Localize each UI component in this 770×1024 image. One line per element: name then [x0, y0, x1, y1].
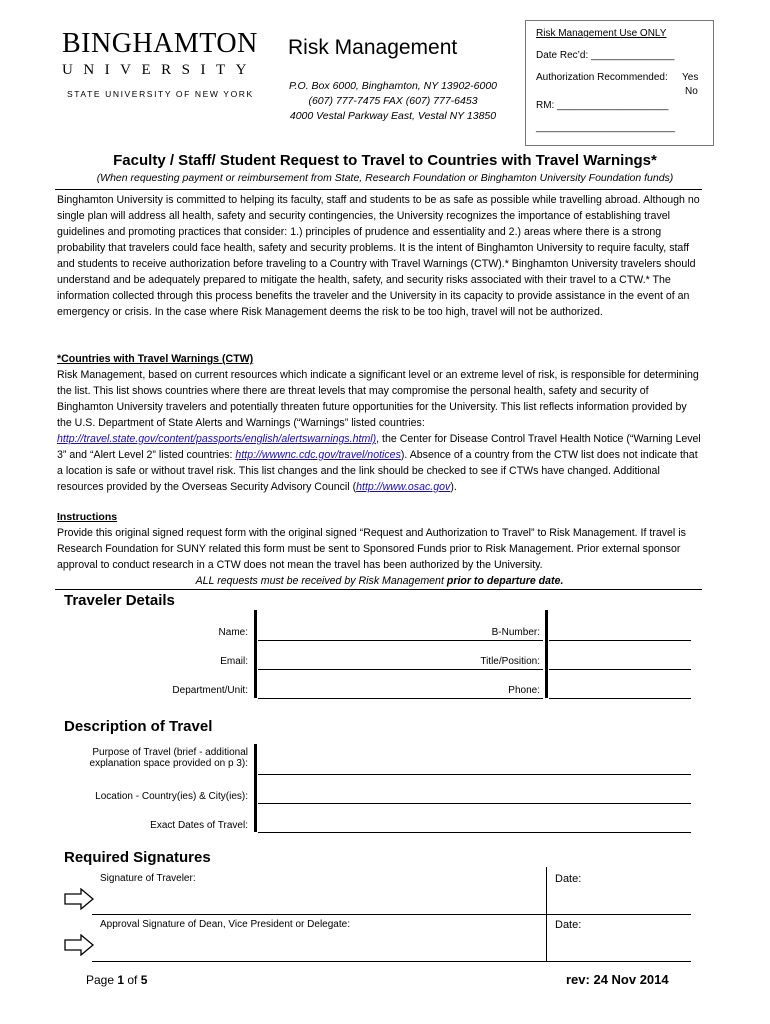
column-divider [545, 610, 548, 698]
revision-date: rev: 24 Nov 2014 [566, 972, 669, 987]
purpose-label [60, 747, 248, 769]
name-label: Name: [218, 627, 248, 638]
purpose-label-line-2: explanation space provided on p 3): [89, 758, 248, 769]
page-indicator [86, 973, 147, 987]
authorization-yes[interactable]: Yes [682, 72, 699, 83]
of-word: of [124, 973, 141, 987]
page-title: Risk Management [288, 36, 458, 59]
dates-input[interactable] [258, 832, 691, 833]
date-label-1: Date: [555, 873, 582, 885]
ctw-paragraph [57, 367, 702, 495]
logo-university: UNIVERSITY [62, 62, 257, 78]
bnumber-label: B-Number: [491, 627, 540, 638]
department-label: Department/Unit: [172, 685, 248, 696]
form-subtitle: (When requesting payment or reimbursement from State, Research Foundation or Binghamton University Foundation funds) [96, 172, 674, 184]
date-label-2: Date: [555, 919, 582, 931]
intro-paragraph: Binghamton University is committed to helping its faculty, staff and students to be as safe as possible while travelling abroad. Although no single plan will address all health, safety and security contingencies, the University recognizes the importance of establishing travel guidelines and promoting practices that consider: 1.) principles of prudence and essentiality and 2.) areas where there is a strong probability that travelers could face health, safety and security problems. It is the intent of Binghamton University to require faculty, staff and students to receive authorization before traveling to a Country with Travel Warnings (CTW).* Binghamton University travelers should understand and be adequately prepared to mitigate the health, safety, and security risks associated with their travel to a CTW.* The information collected through this process benefits the traveler and the University in its capacity to provide assistance in the event of an emergency or crisis. In the case where Risk Management deems the risk to be too high, travel will not be authorized. [57, 194, 700, 318]
divider [55, 189, 702, 190]
email-input[interactable] [258, 669, 543, 670]
ctw-text-3: ). Absence of a country from the CTW list does not indicate that a location is safe or without travel risk. This list changes and the link should be checked to see if CTWs have changed. Additional resources provided by the Overseas Security Advisory Council ( [57, 449, 698, 493]
email-label: Email: [220, 656, 248, 667]
ctw-text-4: ). [450, 481, 457, 493]
instructions-note [57, 573, 702, 589]
signature-line[interactable]: _________________________ [536, 122, 676, 133]
address-line-2: (607) 777-7475 FAX (607) 777-6453 [308, 95, 478, 107]
state-dept-link[interactable]: http://travel.state.gov/content/passports/english/alertswarnings.html) [57, 433, 377, 445]
column-divider [254, 744, 257, 832]
title-position-input[interactable] [549, 669, 691, 670]
date-received-field[interactable]: Date Rec’d: _______________ [536, 50, 675, 61]
page-total: 5 [140, 973, 148, 987]
phone-input[interactable] [549, 698, 691, 699]
cdc-link[interactable]: http://wwwnc.cdc.gov/travel/notices [235, 449, 401, 461]
ctw-text-1: Risk Management, based on current resources which indicate a significant level or an extreme level of risk, is responsible for determining the list. This list shows countries where there are threat levels that may compromise the personal health, safety and security of Binghamton University travelers and potentially threaten future opportunities for the University. This list reflects information provided by the U.S. Department of State Alerts and Warnings (“Warnings” listed countries: [57, 369, 699, 429]
location-input[interactable] [258, 803, 691, 804]
ctw-heading: *Countries with Travel Warnings (CTW) [57, 353, 254, 365]
purpose-input[interactable] [258, 774, 691, 775]
note-emphasis: prior to departure date. [446, 575, 564, 587]
osac-link[interactable]: http://www.osac.gov [356, 481, 451, 493]
instructions-text: Provide this original signed request form with the original signed “Request and Authorization to Travel” to Risk Management. If travel is Research Foundation for SUNY related this form must be sent to Sponsored Funds prior to Risk Management. Prior external sponsor approval to conduct research in a CTW does not mean the travel has been authorized by the University. [57, 527, 686, 571]
signatures-heading: Required Signatures [64, 849, 211, 866]
logo-wordmark: BINGHAMTON [62, 28, 258, 59]
rm-field[interactable]: RM: ____________________ [536, 100, 669, 111]
approval-signature-label: Approval Signature of Dean, Vice President or Delegate: [100, 919, 350, 930]
authorization-label: Authorization Recommended: [536, 72, 668, 83]
arrow-right-icon [64, 934, 94, 956]
office-use-heading: Risk Management Use ONLY [536, 28, 667, 39]
location-label: Location - Country(ies) & City(ies): [95, 791, 248, 802]
ctw-text-2: , the Center for Disease Control Travel Health Notice (“Warning Level 3” and “Alert Level 2” listed countries: [57, 433, 701, 461]
description-heading: Description of Travel [64, 718, 213, 735]
column-divider [254, 610, 257, 698]
dates-label: Exact Dates of Travel: [150, 820, 248, 831]
authorization-no[interactable]: No [685, 86, 698, 97]
bnumber-input[interactable] [549, 640, 691, 641]
department-input[interactable] [258, 698, 543, 699]
instructions-section [57, 509, 702, 589]
title-position-label: Title/Position: [480, 656, 540, 667]
note-text: ALL requests must be received by Risk Management [195, 575, 447, 587]
page-number: 1 [117, 973, 125, 987]
traveler-details-heading: Traveler Details [64, 592, 175, 609]
ctw-section [57, 351, 702, 495]
traveler-signature-label: Signature of Traveler: [100, 873, 196, 884]
page-word: Page [86, 973, 118, 987]
logo-suny: STATE UNIVERSITY OF NEW YORK [67, 89, 254, 99]
instructions-heading: Instructions [57, 511, 118, 523]
divider [55, 589, 702, 590]
phone-label: Phone: [508, 685, 540, 696]
form-title: Faculty / Staff/ Student Request to Travel to Countries with Travel Warnings* [113, 152, 657, 169]
name-input[interactable] [258, 640, 543, 641]
address-line-1: P.O. Box 6000, Binghamton, NY 13902-6000 [288, 80, 497, 92]
address-line-3: 4000 Vestal Parkway East, Vestal NY 13850 [289, 110, 497, 122]
purpose-label-line-1: Purpose of Travel (brief - additional [92, 747, 248, 758]
office-use-box [525, 20, 714, 146]
arrow-right-icon [64, 888, 94, 910]
